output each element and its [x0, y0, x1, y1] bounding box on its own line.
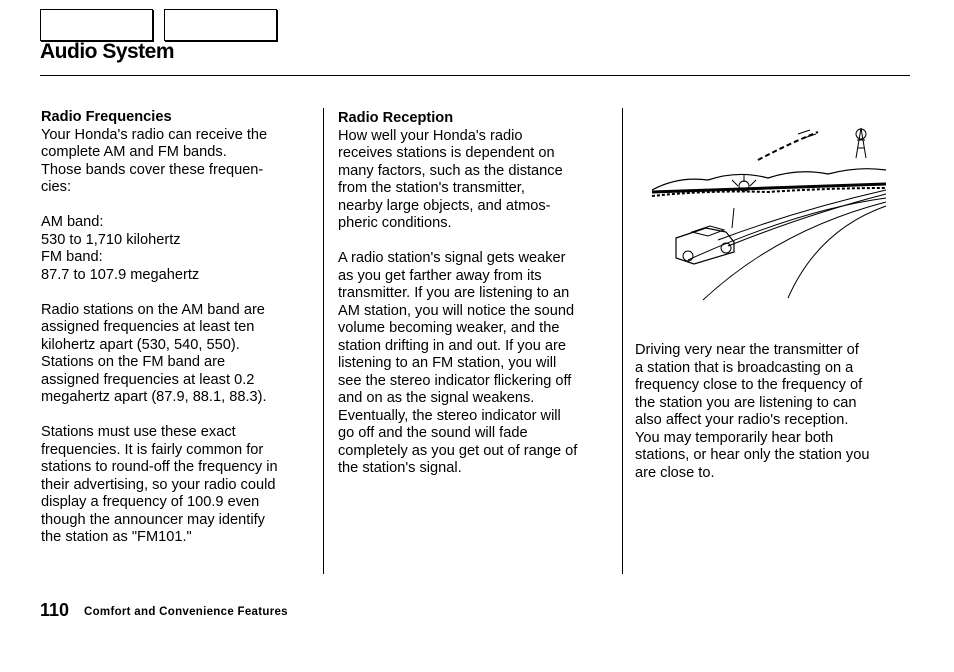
section-heading-radio-frequencies: Radio Frequencies: [41, 109, 172, 125]
reception-intro: How well your Honda's radio receives stations is dependent on many factors, such as the distance from the station's transmitter, nearby large objects, and atmos- pheric conditions.: [338, 127, 563, 231]
footer-section-title: Comfort and Convenience Features: [84, 606, 288, 618]
column-divider-2: [622, 108, 623, 574]
section-heading-radio-reception: Radio Reception: [338, 110, 454, 126]
transmitter-interference-paragraph: Driving very near the transmitter of a station that is broadcasting on a frequency close to the frequency of the station you are listening to can also affect your radio's reception. You may temporarily hear both stations, or hear only the station you are close to.: [635, 342, 870, 481]
column-transmitter-interference: [635, 342, 910, 482]
frequencies-intro: Your Honda's radio can receive the complete AM and FM bands. Those bands cover these frequen- cies:: [41, 126, 268, 195]
column-radio-frequencies: [41, 109, 319, 547]
header-tab-box-2: [164, 9, 277, 41]
fm-band-label: FM band:: [41, 249, 103, 265]
column-radio-reception: [338, 110, 616, 478]
am-band-label: AM band:: [41, 214, 104, 230]
am-band-value: 530 to 1,710 kilohertz: [41, 231, 181, 248]
car-radio-signal-illustration: [648, 110, 888, 302]
page-number: 110: [40, 600, 70, 620]
header-tab-box-1: [40, 9, 153, 41]
signal-weakening-paragraph: A radio station's signal gets weaker as you get farther away from its transmitter. If you are listening to an AM station, you will notice the sound volume becoming weaker, and the station drifting in and out. If you are listening to an FM station, you will see the stereo indicator flickering off and on as the signal weakens. Eventually, the stereo indicator will go off and the sound will fade completely as you get out of range of the station's signal.: [338, 250, 578, 476]
fm-band-value: 87.7 to 107.9 megahertz: [41, 266, 200, 283]
page-title: Audio System: [40, 40, 175, 63]
column-divider-1: [323, 108, 324, 574]
title-rule: [40, 75, 910, 76]
frequency-spacing-paragraph: Radio stations on the AM band are assigned frequencies at least ten kilohertz apart (530, 540, 550). Stations on the FM band are assigned frequencies at least 0.2 megahertz apart (87.9, 88.1, 88.3).: [41, 301, 267, 405]
station-rounding-paragraph: Stations must use these exact frequencies. It is fairly common for stations to round-off the frequency in their advertising, so your radio could display a frequency of 100.9 even though the announcer may identify the station as "FM101.": [41, 424, 278, 545]
